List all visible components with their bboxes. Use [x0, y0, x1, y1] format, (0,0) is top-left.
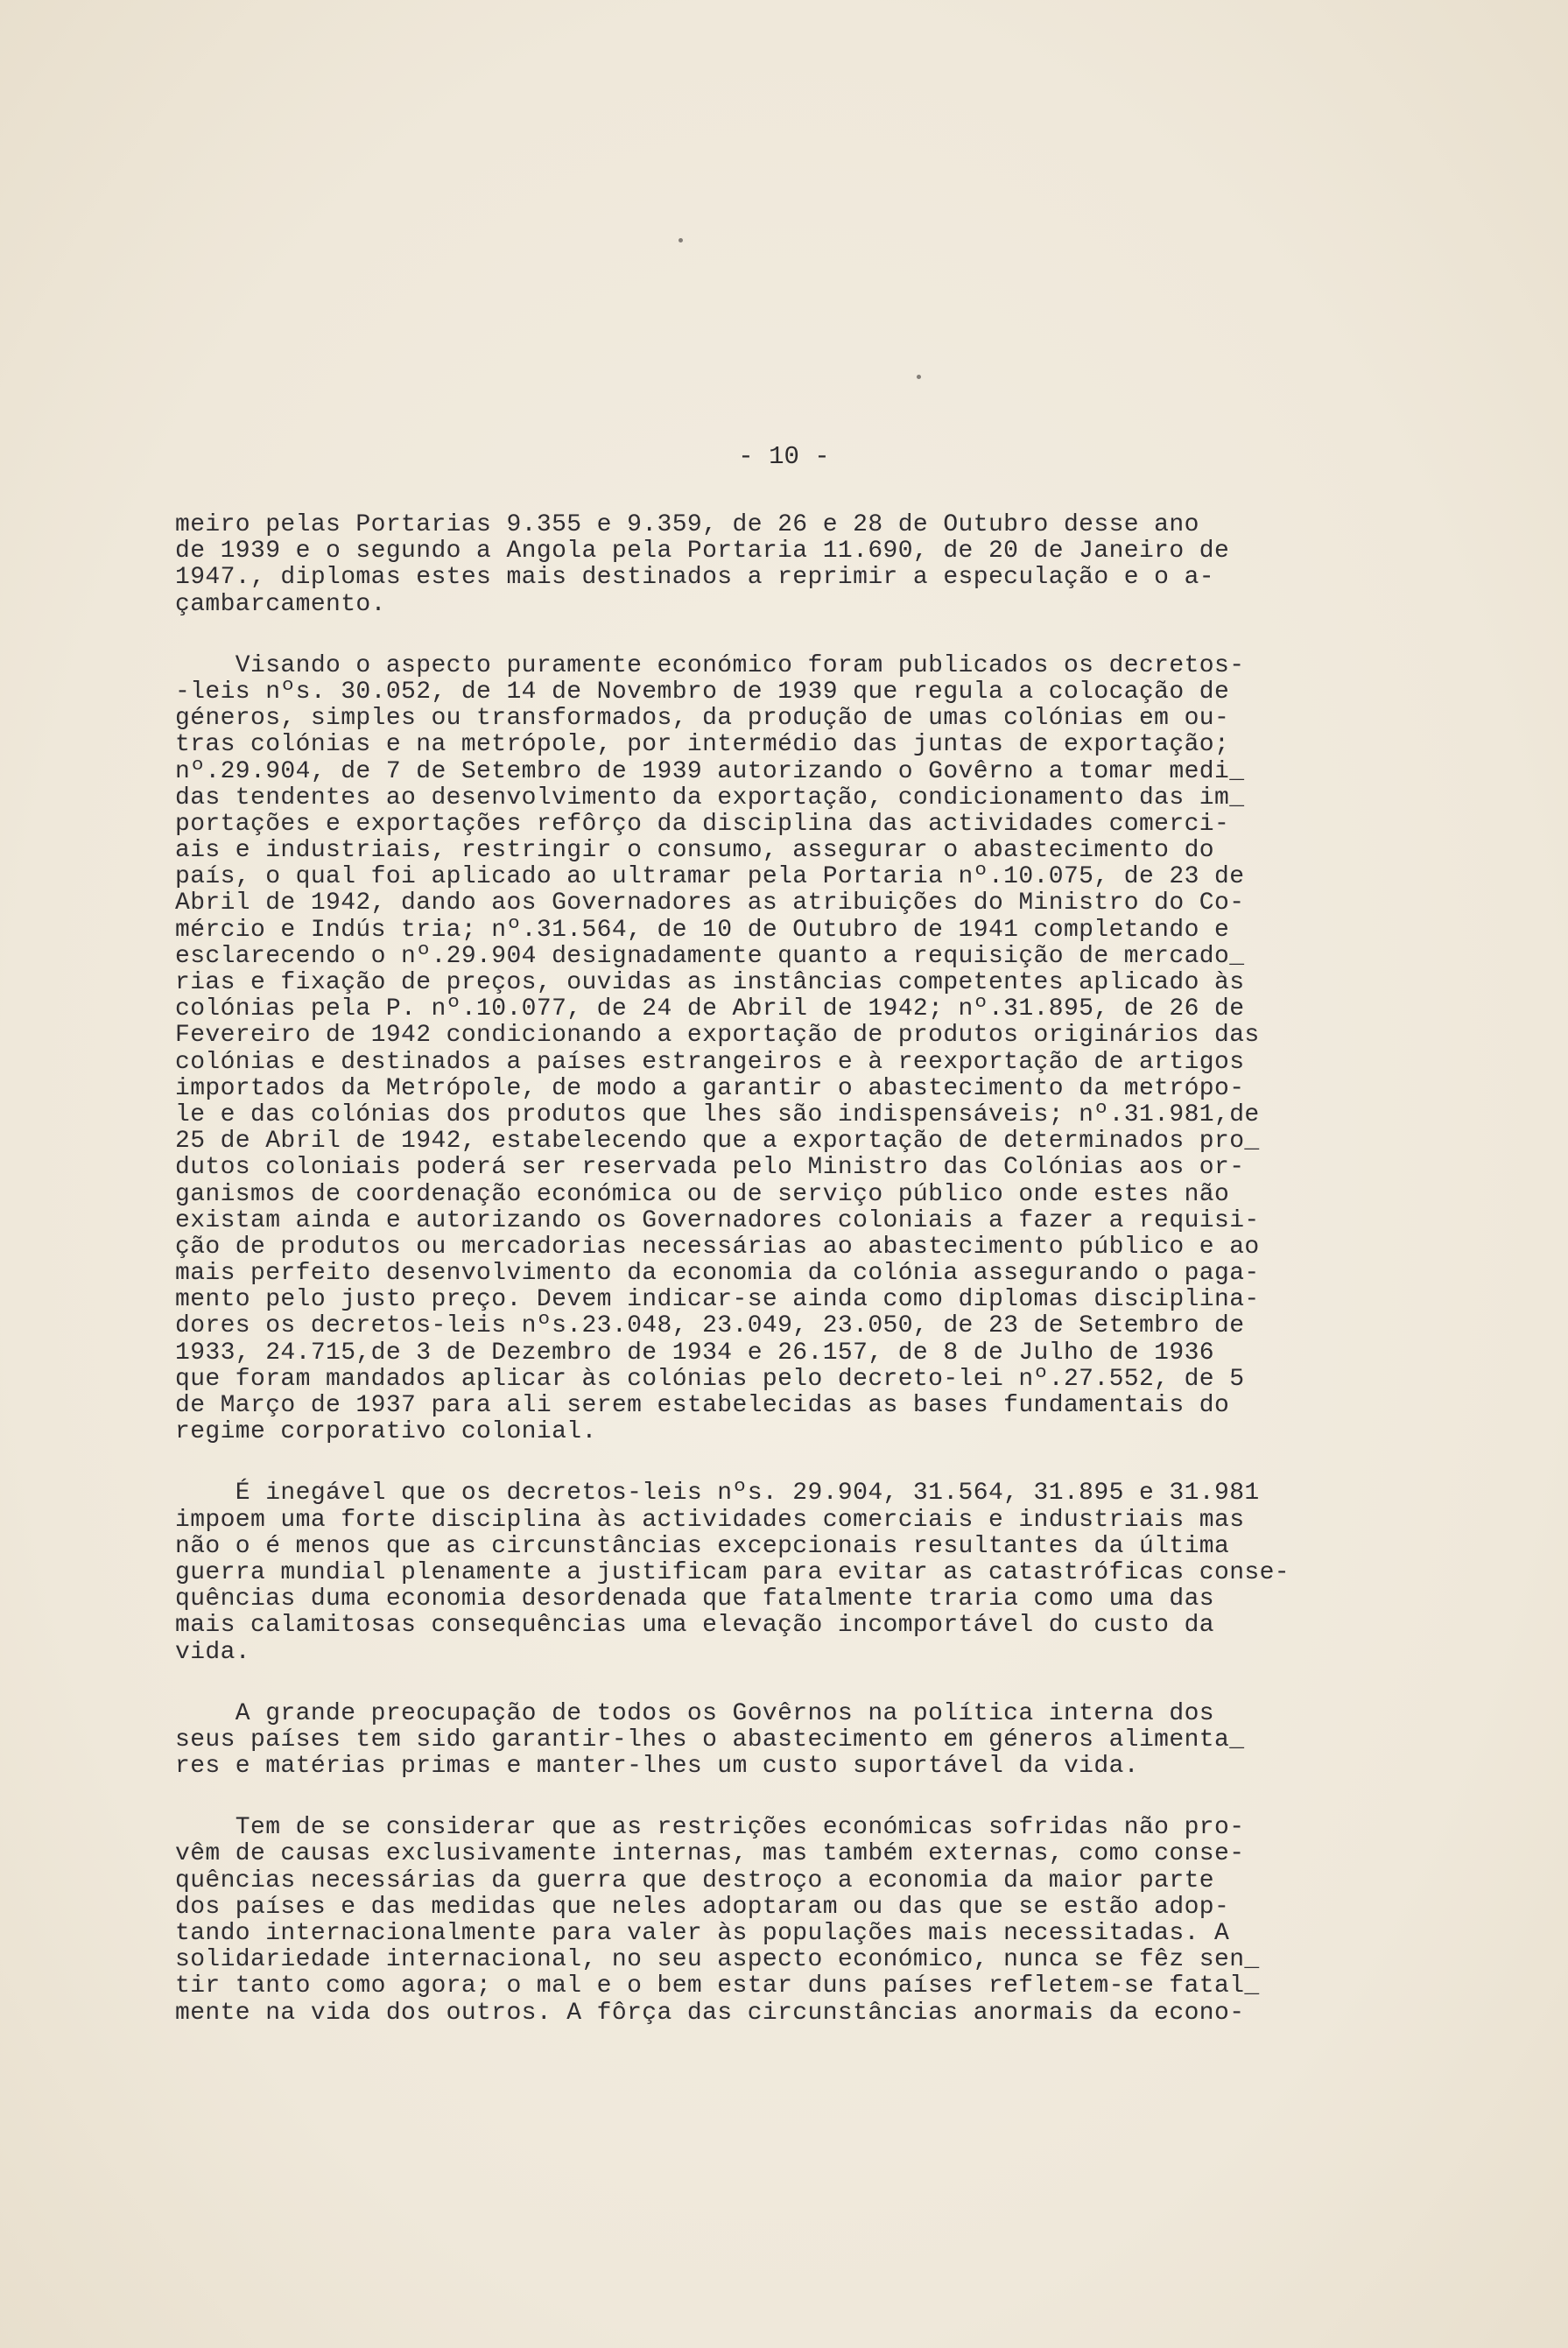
text-line: existam ainda e autorizando os Governadores coloniais a fazer a requisi- — [175, 1206, 1260, 1234]
text-line: rias e fixação de preços, ouvidas as instâncias competentes aplicado às — [175, 969, 1245, 996]
text-line: Tem de se considerar que as restrições económicas sofridas não pro- — [175, 1814, 1245, 1842]
paragraph — [175, 653, 1436, 1446]
text-line: dutos coloniais poderá ser reservada pelo Ministro das Colónias aos or- — [175, 1154, 1245, 1182]
text-line: importados da Metrópole, de modo a garantir o abastecimento da metrópo- — [175, 1074, 1245, 1102]
text-line: nº.29.904, de 7 de Setembro de 1939 autorizando o Govêrno a tomar medi_ — [175, 757, 1245, 785]
text-line: Visando o aspecto puramente económico foram publicados os decretos- — [175, 651, 1245, 679]
text-line: regime corporativo colonial. — [175, 1418, 597, 1446]
text-line: colónias e destinados a países estrangeiros e à reexportação de artigos — [175, 1048, 1245, 1076]
text-line: çambarcamento. — [175, 590, 386, 618]
text-line: de Março de 1937 para ali serem estabelecidas as bases fundamentais do — [175, 1392, 1230, 1419]
text-line: mércio e Indús tria; nº.31.564, de 10 de Outubro de 1941 completando e — [175, 916, 1230, 944]
text-line: solidariedade internacional, no seu aspecto económico, nunca se fêz sen_ — [175, 1946, 1260, 1974]
text-line: quências duma economia desordenada que fatalmente traria como uma das — [175, 1585, 1214, 1613]
paragraph — [175, 1701, 1436, 1781]
text-line: ção de produtos ou mercadorias necessárias ao abastecimento público e ao — [175, 1233, 1260, 1261]
text-line: mente na vida dos outros. A fôrça das circunstâncias anormais da econo- — [175, 1999, 1245, 2027]
body-text — [175, 512, 1436, 2062]
text-line: géneros, simples ou transformados, da produção de umas colónias em ou- — [175, 705, 1230, 733]
text-line: tras colónias e na metrópole, por intermédio das juntas de exportação; — [175, 731, 1230, 759]
text-line: tir tanto como agora; o mal e o bem estar duns países refletem-se fatal_ — [175, 1972, 1260, 2000]
text-line: vêm de causas exclusivamente internas, mas também externas, como conse- — [175, 1840, 1245, 1868]
text-line: que foram mandados aplicar às colónias pelo decreto-lei nº.27.552, de 5 — [175, 1365, 1245, 1393]
text-line: impoem uma forte disciplina às actividades comerciais e industriais mas — [175, 1506, 1245, 1534]
text-line: Fevereiro de 1942 condicionando a exportação de produtos originários das — [175, 1022, 1260, 1050]
text-line: A grande preocupação de todos os Govêrnos na política interna dos — [175, 1699, 1214, 1727]
text-line: 1933, 24.715,de 3 de Dezembro de 1934 e 26.157, de 8 de Julho de 1936 — [175, 1339, 1214, 1367]
text-line: das tendentes ao desenvolvimento da exportação, condicionamento das im_ — [175, 784, 1245, 812]
text-line: mento pelo justo preço. Devem indicar-se ainda como diplomas disciplina- — [175, 1286, 1260, 1314]
text-line: tando internacionalmente para valer às populações mais necessitadas. A — [175, 1920, 1230, 1947]
text-line: le e das colónias dos produtos que lhes são indispensáveis; nº.31.981,de — [175, 1100, 1260, 1128]
text-line: colónias pela P. nº.10.077, de 24 de Abril de 1942; nº.31.895, de 26 de — [175, 995, 1245, 1023]
text-line: ais e industriais, restringir o consumo, assegurar o abastecimento do — [175, 837, 1214, 865]
page-number: - 10 - — [738, 442, 830, 471]
text-line: -leis nºs. 30.052, de 14 de Novembro de 1939 que regula a colocação de — [175, 678, 1230, 706]
text-line: dores os decretos-leis nºs.23.048, 23.049, 23.050, de 23 de Setembro de — [175, 1312, 1245, 1340]
text-line: 1947., diplomas estes mais destinados a reprimir a especulação e o a- — [175, 564, 1214, 592]
paragraph — [175, 512, 1436, 618]
ink-speck — [917, 375, 921, 379]
text-line: É inegável que os decretos-leis nºs. 29.904, 31.564, 31.895 e 31.981 — [175, 1480, 1260, 1508]
text-line: país, o qual foi aplicado ao ultramar pela Portaria nº.10.075, de 23 de — [175, 863, 1245, 891]
text-line: portações e exportações refôrço da disciplina das actividades comerci- — [175, 810, 1230, 838]
text-line: dos países e das medidas que neles adoptaram ou das que se estão adop- — [175, 1893, 1230, 1921]
text-line: meiro pelas Portarias 9.355 e 9.359, de 26 e 28 de Outubro desse ano — [175, 511, 1199, 538]
text-line: vida. — [175, 1638, 251, 1666]
text-line: Abril de 1942, dando aos Governadores as atribuições do Ministro do Co- — [175, 889, 1245, 917]
text-line: não o é menos que as circunstâncias excepcionais resultantes da última — [175, 1532, 1230, 1560]
text-line: de 1939 e o segundo a Angola pela Portaria 11.690, de 20 de Janeiro de — [175, 538, 1230, 566]
text-line: esclarecendo o nº.29.904 designadamente quanto a requisição de mercado_ — [175, 942, 1245, 970]
text-line: 25 de Abril de 1942, estabelecendo que a exportação de determinados pro_ — [175, 1128, 1260, 1156]
text-line: mais calamitosas consequências uma elevação incomportável do custo da — [175, 1612, 1214, 1640]
text-line: res e matérias primas e manter-lhes um custo suportável da vida. — [175, 1753, 1139, 1781]
text-line: mais perfeito desenvolvimento da economia da colónia assegurando o paga- — [175, 1260, 1260, 1288]
paragraph — [175, 1480, 1436, 1665]
text-line: guerra mundial plenamente a justificam para evitar as catastróficas conse- — [175, 1558, 1290, 1586]
ink-speck — [679, 238, 683, 243]
text-line: quências necessárias da guerra que destroço a economia da maior parte — [175, 1866, 1214, 1895]
paragraph — [175, 1815, 1436, 2027]
text-line: ganismos de coordenação económica ou de serviço público onde estes não — [175, 1180, 1230, 1208]
text-line: seus países tem sido garantir-lhes o abastecimento em géneros alimenta_ — [175, 1726, 1245, 1754]
